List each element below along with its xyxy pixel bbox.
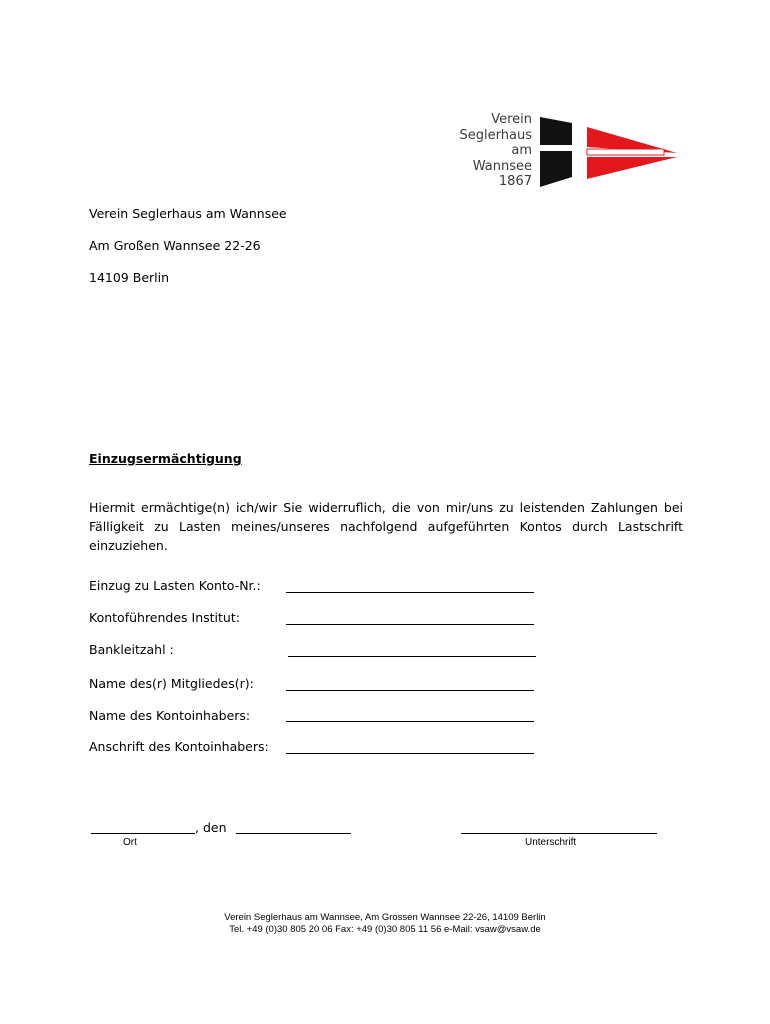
footer-contact: Tel. +49 (0)30 805 20 06 Fax: +49 (0)30 805 11 56 e-Mail: vsaw@vsaw.de xyxy=(229,924,541,935)
field-account-holder[interactable] xyxy=(286,721,534,722)
logo-line-verein: Verein xyxy=(491,112,532,127)
signature-label: Unterschrift xyxy=(525,837,577,848)
address-line-street: Am Großen Wannsee 22-26 xyxy=(89,238,261,253)
authorization-text: Hiermit ermächtige(n) ich/wir Sie widerruflich, die von mir/uns zu leistenden Zahlungen bei Fälligkeit zu Lasten meines/unseres nachfolgend aufgeführten Kontos durch Lastschrift einzuziehen. xyxy=(89,500,683,553)
logo-text xyxy=(458,112,532,190)
field-label-account-holder: Name des Kontoinhabers: xyxy=(89,708,251,723)
flag-black-top xyxy=(540,117,572,145)
date-field[interactable] xyxy=(236,833,351,834)
field-label-member-name: Name des(r) Mitgliedes(r): xyxy=(89,676,254,691)
footer-address: Verein Seglerhaus am Wannsee, Am Grossen Wannsee 22-26, 14109 Berlin xyxy=(224,912,546,923)
address-line-city: 14109 Berlin xyxy=(89,270,170,285)
address-line-name: Verein Seglerhaus am Wannsee xyxy=(89,206,287,221)
field-account-number[interactable] xyxy=(286,592,534,593)
field-label-bank-institute: Kontoführendes Institut: xyxy=(89,610,240,625)
flag-icon xyxy=(540,117,680,192)
club-logo xyxy=(458,112,680,192)
field-label-holder-address: Anschrift des Kontoinhabers: xyxy=(89,739,269,754)
document-title: Einzugsermächtigung xyxy=(89,451,242,466)
place-field[interactable] xyxy=(91,833,195,834)
date-prefix: , den xyxy=(195,820,227,835)
place-label: Ort xyxy=(123,837,137,848)
logo-line-seglerhaus: Seglerhaus xyxy=(459,127,532,143)
footer xyxy=(0,912,770,936)
flag-black-bottom xyxy=(540,151,572,187)
logo-line-wannsee: Wannsee xyxy=(472,158,532,174)
flag-white-stripe xyxy=(587,149,664,155)
field-holder-address[interactable] xyxy=(286,753,534,754)
field-label-account-number: Einzug zu Lasten Konto-Nr.: xyxy=(89,578,261,593)
field-bank-institute[interactable] xyxy=(286,624,534,625)
flag-red-bottom xyxy=(587,157,677,179)
logo-line-year: 1867 xyxy=(498,174,532,189)
signature-field[interactable] xyxy=(461,833,657,834)
field-bank-code[interactable] xyxy=(288,656,536,657)
field-member-name[interactable] xyxy=(286,690,534,691)
field-label-bank-code: Bankleitzahl : xyxy=(89,642,174,657)
logo-line-am: am xyxy=(511,143,532,158)
